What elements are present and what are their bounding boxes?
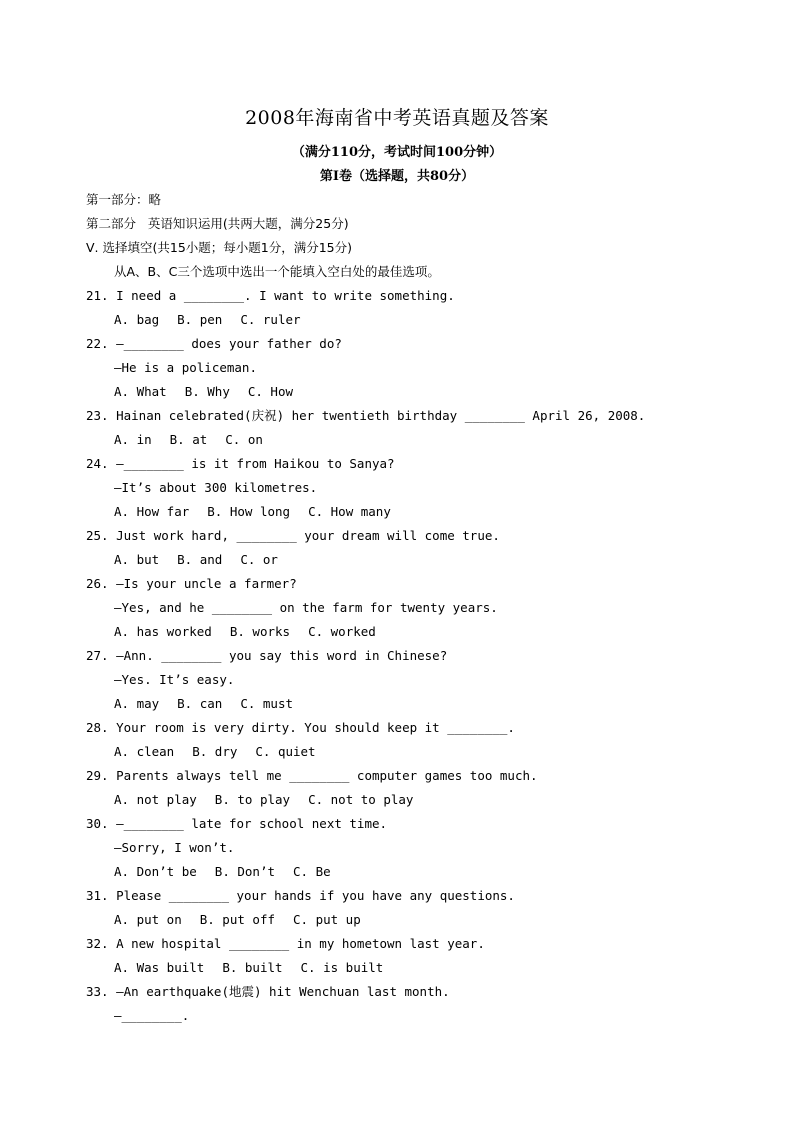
answer-option: C. put up — [293, 912, 361, 927]
answer-option: A. Was built — [114, 960, 205, 975]
part1-heading: 第一部分：略 — [86, 192, 162, 207]
question-stem: 28. Your room is very dirty. You should keep it ________. — [86, 720, 515, 735]
volume-heading: 第Ⅰ卷（选择题，共80分） — [319, 169, 475, 184]
answer-options — [86, 740, 766, 764]
question-stem: 25. Just work hard, ________ your dream will come true. — [86, 528, 500, 543]
answer-option: A. bag — [114, 312, 160, 327]
answer-options — [86, 308, 766, 332]
answer-options — [86, 380, 766, 404]
answer-option: A. How far — [114, 504, 190, 519]
answer-option: C. must — [240, 696, 293, 711]
question-stem: 24. —________ is it from Haikou to Sanya? — [86, 456, 395, 471]
answer-option: C. Be — [293, 864, 331, 879]
question-stem: 31. Please ________ your hands if you have any questions. — [86, 888, 515, 903]
question-stem: 23. Hainan celebrated(庆祝) her twentieth birthday ________ April 26, 2008. — [86, 408, 646, 423]
answer-options — [86, 692, 766, 716]
answer-option: C. quiet — [255, 744, 316, 759]
answer-option: C. worked — [308, 624, 376, 639]
score-time-note: （满分110分，考试时间100分钟） — [291, 145, 503, 160]
answer-option: C. ruler — [240, 312, 301, 327]
answer-option: C. not to play — [308, 792, 414, 807]
answer-option: B. to play — [214, 792, 291, 807]
answer-option: A. put on — [114, 912, 182, 927]
question-reply: —He is a policeman. — [114, 360, 257, 375]
answer-options — [86, 548, 766, 572]
answer-option: C. How many — [308, 504, 391, 519]
question-stem: 33. —An earthquake(地震) hit Wenchuan last month. — [86, 984, 450, 999]
question-stem: 26. —Is your uncle a farmer? — [86, 576, 297, 591]
answer-options — [86, 860, 766, 884]
question-stem: 29. Parents always tell me ________ computer games too much. — [86, 768, 538, 783]
section-v-heading: Ⅴ. 选择填空(共15小题；每小题1分，满分15分) — [86, 240, 353, 255]
answer-options — [86, 788, 766, 812]
answer-options — [86, 956, 766, 980]
answer-option: A. has worked — [114, 624, 212, 639]
answer-option: C. on — [225, 432, 263, 447]
answer-option: A. in — [114, 432, 152, 447]
question-reply: —Yes, and he ________ on the farm for twenty years. — [114, 600, 498, 615]
question-reply: —Yes. It’s easy. — [114, 672, 235, 687]
question-stem: 22. —________ does your father do? — [86, 336, 342, 351]
page-title: 2008年海南省中考英语真题及答案 — [245, 107, 549, 129]
answer-option: A. Don’t be — [114, 864, 197, 879]
answer-option: B. and — [177, 552, 223, 567]
answer-options — [86, 500, 766, 524]
answer-options — [86, 428, 766, 452]
answer-option: B. Don’t — [214, 864, 276, 879]
answer-option: B. Why — [184, 384, 230, 399]
answer-option: A. may — [114, 696, 160, 711]
answer-option: B. at — [169, 432, 208, 447]
answer-option: C. or — [240, 552, 278, 567]
answer-option: C. How — [247, 384, 293, 399]
answer-option: A. clean — [114, 744, 175, 759]
question-reply: —Sorry, I won’t. — [114, 840, 235, 855]
answer-options — [86, 620, 766, 644]
question-list — [86, 284, 766, 1028]
answer-options — [86, 908, 766, 932]
answer-option: B. built — [222, 960, 283, 975]
question-stem: 30. —________ late for school next time. — [86, 816, 388, 831]
answer-option: B. How long — [207, 504, 291, 519]
exam-body — [86, 188, 766, 1028]
question-reply: —It’s about 300 kilometres. — [114, 480, 318, 495]
question-reply: —________. — [114, 1008, 190, 1023]
answer-option: A. What — [114, 384, 167, 399]
answer-option: B. pen — [177, 312, 223, 327]
answer-option: B. works — [229, 624, 291, 639]
part2-heading: 第二部分 英语知识运用(共两大题，满分25分) — [86, 216, 349, 231]
question-stem: 21. I need a ________. I want to write something. — [86, 288, 455, 303]
answer-option: B. dry — [192, 744, 238, 759]
answer-option: B. can — [177, 696, 223, 711]
instruction-text: 从A、B、C三个选项中选出一个能填入空白处的最佳选项。 — [114, 264, 440, 279]
question-stem: 32. A new hospital ________ in my hometown last year. — [86, 936, 485, 951]
answer-option: B. put off — [199, 912, 275, 927]
question-stem: 27. —Ann. ________ you say this word in Chinese? — [86, 648, 448, 663]
answer-option: C. is built — [300, 960, 384, 975]
answer-option: A. but — [114, 552, 160, 567]
answer-option: A. not play — [114, 792, 197, 807]
